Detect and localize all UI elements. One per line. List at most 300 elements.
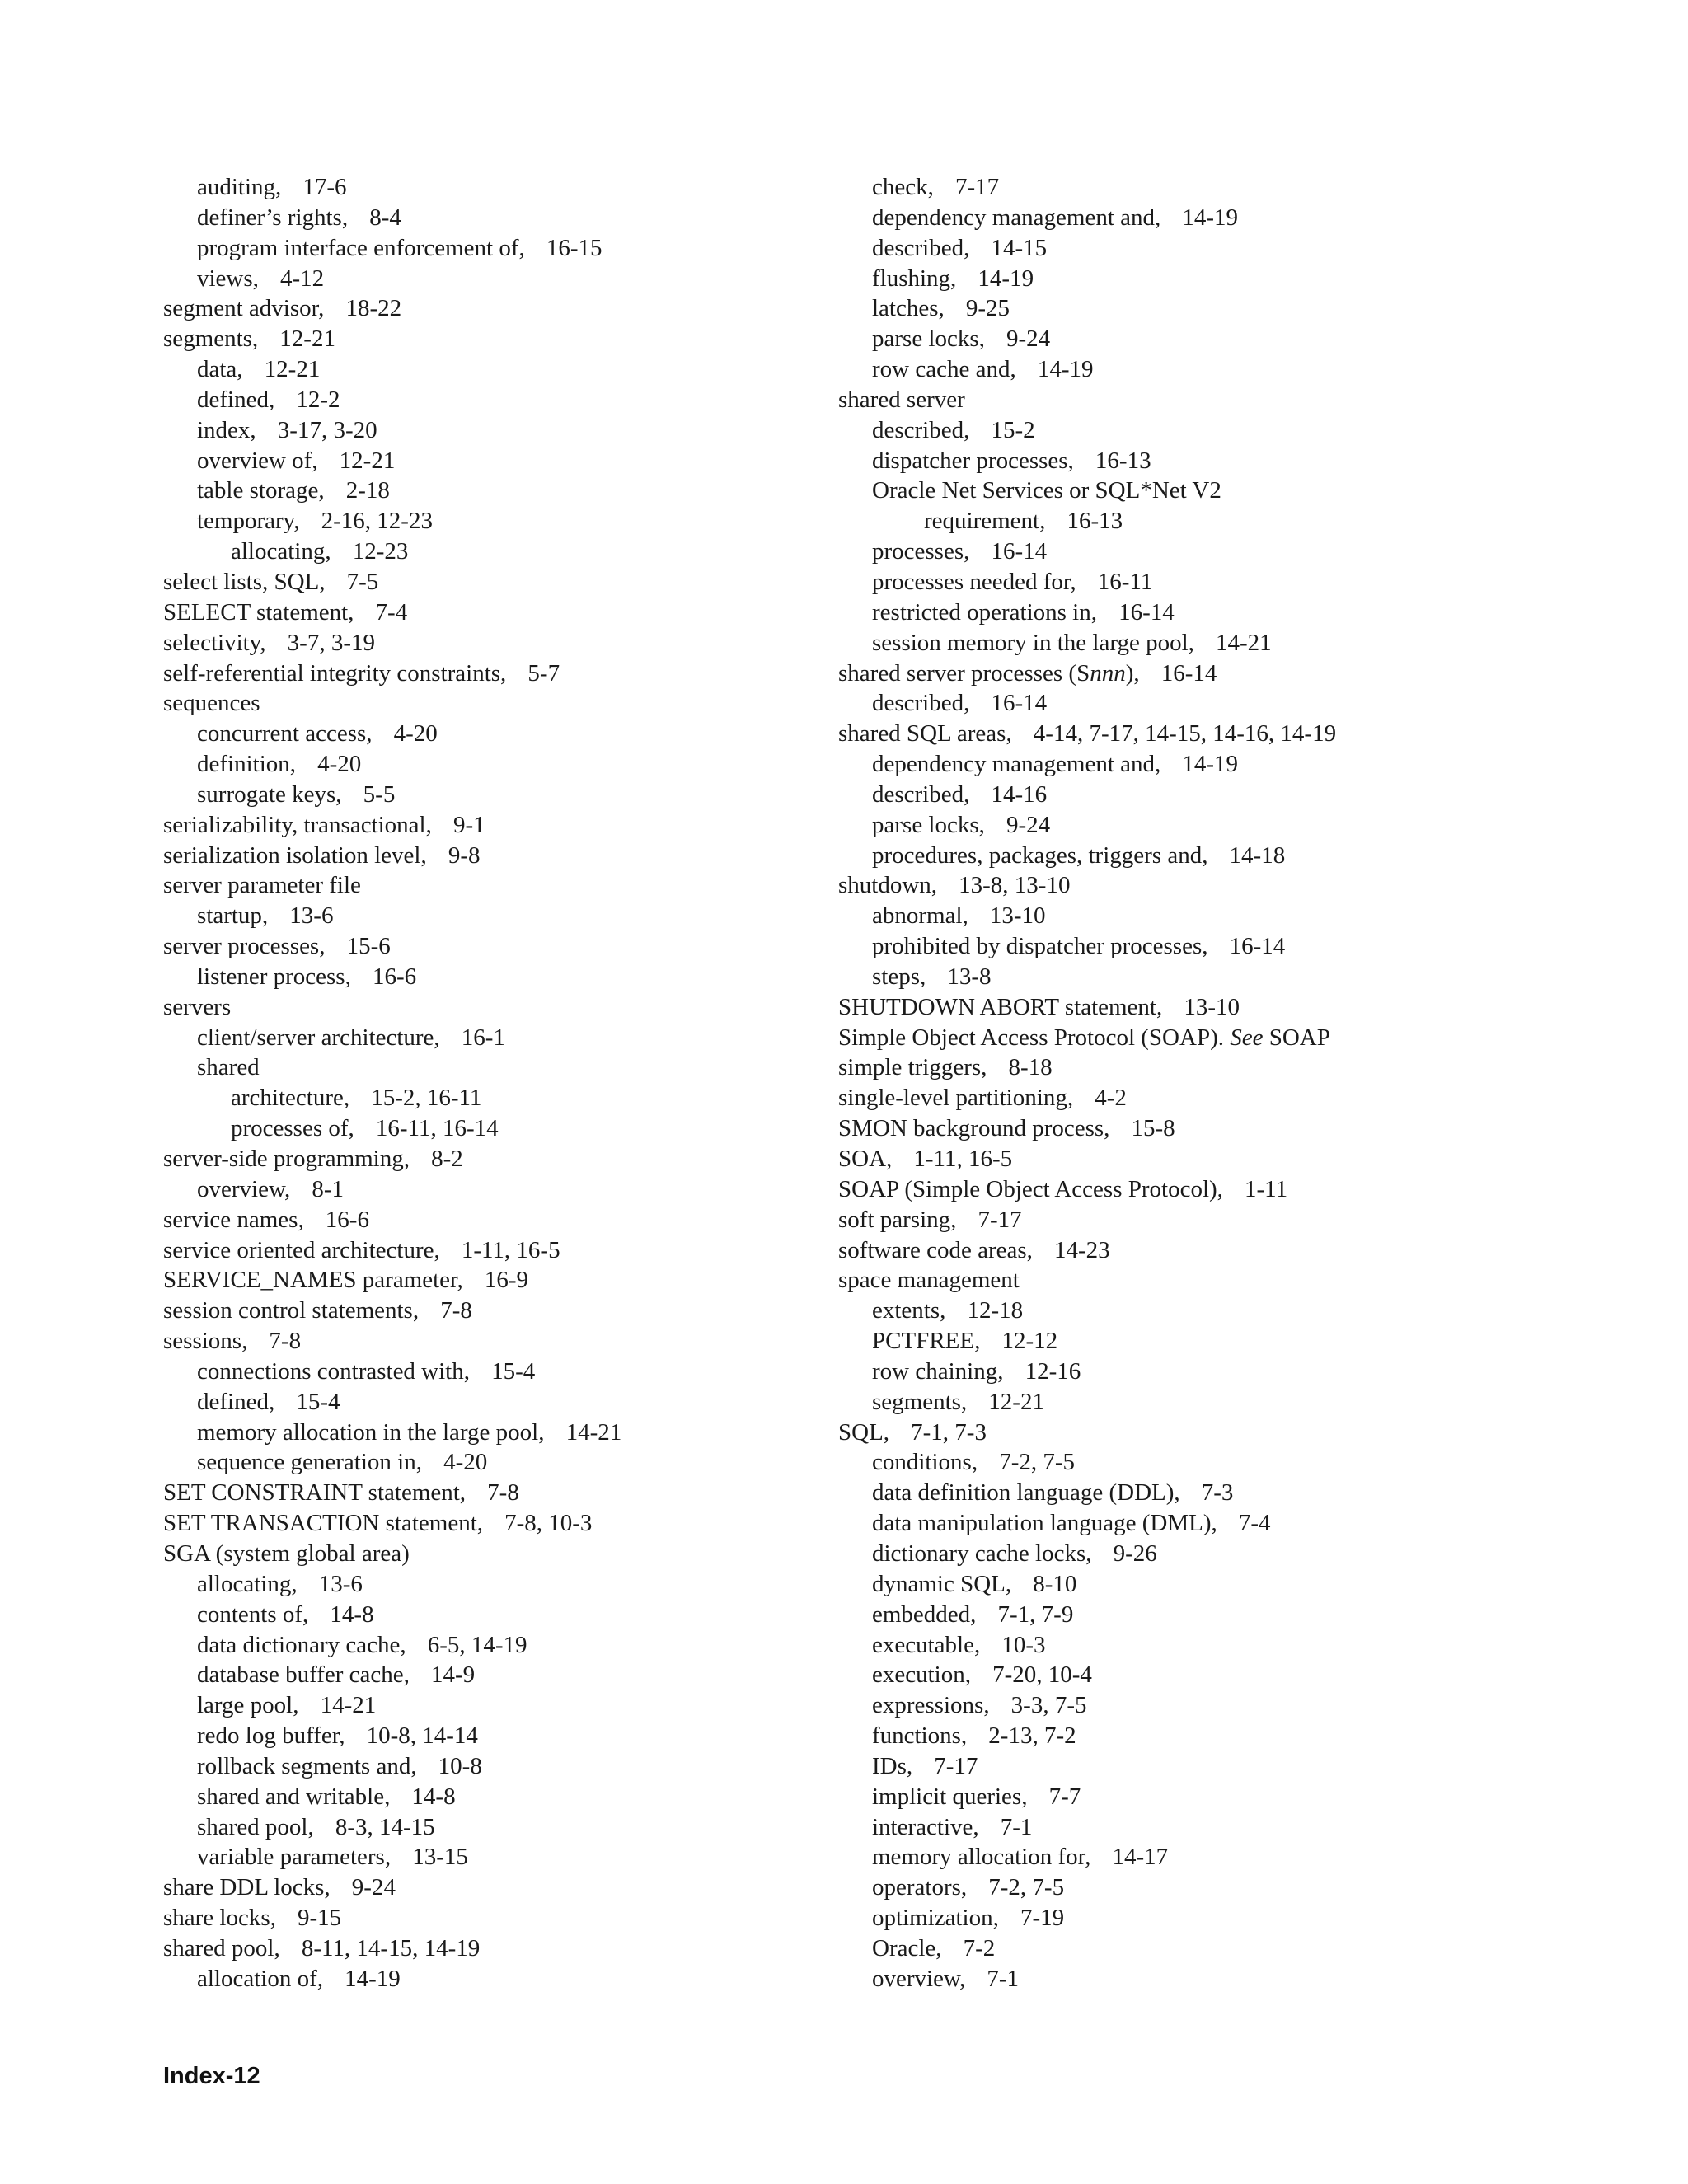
- index-entry: [838, 1933, 1514, 1964]
- index-term: soft parsing,: [838, 1206, 957, 1233]
- index-entry: [163, 598, 823, 628]
- index-page-refs: 16-14: [991, 538, 1048, 565]
- index-entry: [163, 1812, 823, 1843]
- index-entry: [838, 1113, 1514, 1144]
- index-term: serializability, transactional,: [163, 811, 432, 838]
- index-page-refs: 4-20: [317, 751, 362, 778]
- index-entry: [838, 537, 1514, 567]
- index-term: SERVICE_NAMES parameter,: [163, 1267, 463, 1294]
- index-term: described,: [872, 416, 970, 443]
- index-page-refs: 7-7: [1048, 1783, 1081, 1810]
- index-entry: [163, 1357, 823, 1387]
- index-page-refs: 15-6: [346, 933, 391, 960]
- index-page-refs: 9-15: [298, 1905, 342, 1932]
- index-page-refs: 4-14, 7-17, 14-15, 14-16, 14-19: [1033, 720, 1337, 748]
- index-term: sequence generation in,: [197, 1449, 422, 1476]
- index-entry: [838, 1721, 1514, 1751]
- index-page-refs: 4-20: [443, 1449, 488, 1476]
- index-page-refs: 10-3: [1001, 1631, 1046, 1658]
- index-page-refs: 3-17, 3-20: [277, 416, 377, 443]
- index-term: shared server processes (Snnn),: [838, 659, 1140, 687]
- index-page-refs: 16-6: [372, 963, 417, 990]
- index-entry: [838, 264, 1514, 294]
- index-entry: [163, 1933, 823, 1964]
- index-term: data dictionary cache,: [197, 1631, 406, 1658]
- index-term: simple triggers,: [838, 1054, 987, 1081]
- index-page-refs: 13-6: [318, 1570, 363, 1597]
- index-term: service names,: [163, 1206, 304, 1233]
- index-page-refs: 9-26: [1113, 1540, 1157, 1567]
- index-page-refs: 16-11, 16-14: [375, 1115, 499, 1142]
- index-entry: [838, 446, 1514, 476]
- index-entry: [163, 385, 823, 415]
- index-term: SET TRANSACTION statement,: [163, 1510, 484, 1537]
- index-term: auditing,: [197, 174, 282, 200]
- index-page-refs: 13-10: [1184, 993, 1240, 1020]
- index-term: overview of,: [197, 447, 318, 474]
- index-entry: [163, 1326, 823, 1357]
- index-entry: [163, 293, 823, 324]
- index-entry: [163, 1174, 823, 1205]
- index-entry: [838, 1083, 1514, 1113]
- index-term: Simple Object Access Protocol (SOAP). See SOAP: [838, 1024, 1330, 1051]
- index-page-refs: 9-24: [1006, 811, 1051, 838]
- index-entry: [163, 1539, 823, 1569]
- index-entry: [838, 1387, 1514, 1418]
- index-page-refs: 3-7, 3-19: [287, 629, 375, 656]
- index-page-refs: 13-6: [289, 902, 334, 930]
- index-page-refs: 12-2: [296, 386, 340, 413]
- index-term: allocating,: [197, 1570, 298, 1597]
- index-term: dependency management and,: [872, 751, 1161, 778]
- index-term: dispatcher processes,: [872, 447, 1074, 474]
- index-page-refs: 8-4: [369, 204, 401, 231]
- index-entry: [163, 1508, 823, 1539]
- index-entry: [163, 1023, 823, 1053]
- index-term: Oracle,: [872, 1934, 942, 1961]
- index-page-refs: 5-5: [363, 780, 396, 808]
- index-page-refs: 15-4: [296, 1388, 340, 1415]
- index-term: definition,: [197, 751, 297, 778]
- index-page-refs: 14-18: [1229, 841, 1286, 869]
- index-entry: [163, 1660, 823, 1690]
- index-entry: [838, 1023, 1514, 1053]
- index-page-refs: 7-17: [934, 1752, 978, 1779]
- index-column-right: [838, 172, 1514, 1994]
- index-page-refs: 10-8, 14-14: [366, 1722, 478, 1750]
- index-entry: [838, 1265, 1514, 1296]
- index-page-refs: 8-2: [431, 1146, 463, 1172]
- index-term: segments,: [872, 1388, 968, 1415]
- index-entry: [838, 324, 1514, 354]
- index-entry: [163, 1782, 823, 1812]
- index-term: dictionary cache locks,: [872, 1540, 1092, 1567]
- index-page-refs: 16-14: [1229, 933, 1286, 960]
- index-page-refs: 4-12: [280, 265, 325, 292]
- index-page-refs: 12-21: [988, 1388, 1044, 1415]
- index-term: index,: [197, 416, 256, 443]
- index-entry: [163, 1569, 823, 1600]
- index-term: session memory in the large pool,: [872, 629, 1194, 656]
- index-term: SOAP (Simple Object Access Protocol),: [838, 1175, 1223, 1202]
- index-page-refs: 7-2: [963, 1934, 996, 1961]
- index-term: server processes,: [163, 933, 326, 960]
- index-page-refs: 12-16: [1025, 1357, 1081, 1385]
- index-entry: [163, 1751, 823, 1782]
- index-entry: [163, 1387, 823, 1418]
- index-term: service oriented architecture,: [163, 1236, 440, 1263]
- index-entry: [838, 1478, 1514, 1508]
- index-entry: [163, 354, 823, 385]
- index-term: serialization isolation level,: [163, 841, 427, 869]
- index-entry: [838, 1569, 1514, 1600]
- index-page-refs: 14-21: [565, 1418, 622, 1446]
- index-term: shutdown,: [838, 872, 938, 899]
- index-term: allocating,: [231, 538, 331, 565]
- index-term: shared and writable,: [197, 1783, 391, 1810]
- index-entry: [838, 385, 1514, 415]
- index-term: Oracle Net Services or SQL*Net V2: [872, 477, 1221, 504]
- index-entry: [838, 506, 1514, 537]
- index-term: program interface enforcement of,: [197, 234, 525, 261]
- index-page-refs: 7-1, 7-9: [997, 1601, 1074, 1628]
- index-entry: [838, 1660, 1514, 1690]
- index-page-refs: 8-10: [1033, 1570, 1077, 1597]
- index-page-refs: 2-13, 7-2: [988, 1722, 1076, 1750]
- index-term: servers: [163, 993, 232, 1020]
- index-page-refs: 4-20: [393, 720, 438, 748]
- index-entry: [163, 264, 823, 294]
- index-entry: [838, 1052, 1514, 1083]
- index-page-refs: 2-16, 12-23: [321, 508, 433, 535]
- index-term: server-side programming,: [163, 1146, 410, 1172]
- index-term: optimization,: [872, 1905, 999, 1932]
- index-term: SHUTDOWN ABORT statement,: [838, 993, 1163, 1020]
- index-term: large pool,: [197, 1692, 299, 1719]
- index-page-refs: 14-19: [1182, 204, 1239, 231]
- index-term: overview,: [872, 1965, 966, 1992]
- index-page-refs: 16-14: [991, 690, 1048, 717]
- index-entry: [163, 1052, 823, 1083]
- index-entry: [163, 203, 823, 233]
- index-page-refs: 7-8, 10-3: [504, 1510, 593, 1537]
- index-term: temporary,: [197, 508, 300, 535]
- index-entry: [163, 537, 823, 567]
- index-term: PCTFREE,: [872, 1328, 981, 1355]
- index-entry: [838, 1205, 1514, 1235]
- italic-variable: nnn: [1090, 659, 1126, 687]
- index-page-refs: 5-7: [528, 659, 560, 687]
- index-page-refs: 8-3, 14-15: [335, 1813, 435, 1840]
- index-entry: [838, 354, 1514, 385]
- index-page-refs: 14-21: [1216, 629, 1272, 656]
- index-page-refs: 2-18: [345, 477, 390, 504]
- page-footer-label: Index-12: [163, 2063, 260, 2089]
- index-entry: [838, 1630, 1514, 1661]
- see-reference: See: [1230, 1024, 1264, 1051]
- index-entry: [838, 992, 1514, 1023]
- index-entry: [838, 780, 1514, 810]
- index-entry: [838, 1812, 1514, 1843]
- index-entry: [838, 415, 1514, 446]
- index-term: allocation of,: [197, 1965, 324, 1992]
- index-page-refs: 14-8: [330, 1601, 374, 1628]
- index-entry: [163, 476, 823, 506]
- index-entry: [163, 931, 823, 962]
- index-term: definer’s rights,: [197, 204, 349, 231]
- index-entry: [838, 658, 1514, 689]
- index-page-refs: 15-4: [491, 1357, 536, 1385]
- index-entry: [163, 172, 823, 203]
- index-entry: [163, 810, 823, 841]
- index-entry: [838, 870, 1514, 901]
- index-entry: [838, 233, 1514, 264]
- index-page-refs: 9-1: [452, 811, 485, 838]
- index-entry: [163, 1872, 823, 1903]
- index-page-refs: 7-20, 10-4: [992, 1661, 1092, 1689]
- index-page-refs: 7-1: [1000, 1813, 1033, 1840]
- index-entry: [838, 1418, 1514, 1448]
- index-page-refs: 4-2: [1095, 1085, 1127, 1112]
- index-term: table storage,: [197, 477, 325, 504]
- index-page-refs: 1-11, 16-5: [461, 1236, 560, 1263]
- index-entry: [163, 1842, 823, 1872]
- index-page-refs: 14-16: [991, 780, 1048, 808]
- index-entry: [838, 1174, 1514, 1205]
- index-entry: [838, 1539, 1514, 1569]
- index-term: server parameter file: [163, 872, 361, 899]
- index-page-refs: 9-8: [448, 841, 481, 869]
- index-term: functions,: [872, 1722, 968, 1750]
- index-term: row cache and,: [872, 356, 1016, 383]
- index-term: memory allocation for,: [872, 1844, 1091, 1871]
- index-entry: [163, 567, 823, 598]
- index-page-refs: 16-13: [1095, 447, 1151, 474]
- index-page-refs: 13-8, 13-10: [959, 872, 1071, 899]
- index-page-refs: 16-9: [484, 1267, 529, 1294]
- index-page-refs: 9-25: [965, 295, 1010, 322]
- index-page-refs: 1-11: [1245, 1175, 1288, 1202]
- index-entry: [163, 628, 823, 658]
- index-page-refs: 3-3, 7-5: [1010, 1692, 1087, 1719]
- index-entry: [163, 841, 823, 871]
- index-term: session control statements,: [163, 1297, 420, 1324]
- index-entry: [838, 1903, 1514, 1933]
- index-page-refs: 15-8: [1131, 1115, 1175, 1142]
- index-entry: [163, 1630, 823, 1661]
- index-page-refs: 7-8: [440, 1297, 472, 1324]
- index-entry: [838, 203, 1514, 233]
- index-page-refs: 7-4: [375, 598, 408, 626]
- index-term: selectivity,: [163, 629, 266, 656]
- index-entry: [838, 1296, 1514, 1326]
- index-term: procedures, packages, triggers and,: [872, 841, 1208, 869]
- index-page-refs: 7-8: [269, 1328, 302, 1355]
- index-term: defined,: [197, 386, 275, 413]
- index-entry: [838, 567, 1514, 598]
- index-term: views,: [197, 265, 259, 292]
- index-term: shared server: [838, 386, 965, 413]
- index-entry: [163, 1418, 823, 1448]
- index-page-refs: 16-1: [461, 1024, 505, 1051]
- index-page-refs: 7-5: [346, 568, 379, 595]
- index-page-refs: 1-11, 16-5: [913, 1146, 1013, 1172]
- index-term: shared pool,: [163, 1934, 280, 1961]
- index-entry: [163, 658, 823, 689]
- index-term: SQL,: [838, 1418, 890, 1446]
- index-term: dependency management and,: [872, 204, 1161, 231]
- index-entry: [163, 1447, 823, 1478]
- index-term: sequences: [163, 690, 260, 717]
- index-page-refs: 9-24: [351, 1874, 396, 1901]
- index-entry: [163, 992, 823, 1023]
- index-page-refs: 14-8: [411, 1783, 456, 1810]
- index-entry: [838, 476, 1514, 506]
- index-page-refs: 16-14: [1160, 659, 1217, 687]
- index-term: latches,: [872, 295, 945, 322]
- index-column-left: [163, 172, 823, 1994]
- index-term: sessions,: [163, 1328, 248, 1355]
- index-page-refs: 16-6: [325, 1206, 369, 1233]
- index-entry: [163, 1296, 823, 1326]
- index-page-refs: 12-12: [1001, 1328, 1058, 1355]
- index-page-refs: 13-10: [989, 902, 1046, 930]
- index-term: abnormal,: [872, 902, 968, 930]
- index-page-refs: 12-21: [339, 447, 396, 474]
- index-term: execution,: [872, 1661, 971, 1689]
- index-entry: [163, 688, 823, 719]
- index-term: shared pool,: [197, 1813, 314, 1840]
- index-entry: [838, 293, 1514, 324]
- index-entry: [163, 719, 823, 749]
- index-term: flushing,: [872, 265, 957, 292]
- index-term: data definition language (DDL),: [872, 1479, 1180, 1507]
- index-term: processes of,: [231, 1115, 354, 1142]
- index-page-refs: 7-2, 7-5: [999, 1449, 1076, 1476]
- index-entry: [838, 719, 1514, 749]
- index-entry: [163, 1600, 823, 1630]
- index-term: connections contrasted with,: [197, 1357, 470, 1385]
- index-term: parse locks,: [872, 326, 985, 353]
- index-term: self-referential integrity constraints,: [163, 659, 507, 687]
- index-entry: [163, 901, 823, 931]
- index-entry: [163, 1478, 823, 1508]
- index-entry: [163, 780, 823, 810]
- index-entry: [838, 1751, 1514, 1782]
- index-page-refs: 7-19: [1020, 1905, 1065, 1932]
- index-term: row chaining,: [872, 1357, 1004, 1385]
- index-term: segments,: [163, 326, 259, 353]
- index-entry: [163, 415, 823, 446]
- index-entry: [163, 1235, 823, 1266]
- index-page-refs: 8-1: [312, 1175, 345, 1202]
- index-page-refs: 18-22: [345, 295, 402, 322]
- index-term: contents of,: [197, 1601, 309, 1628]
- index-page-refs: 8-11, 14-15, 14-19: [301, 1934, 481, 1961]
- index-term: IDs,: [872, 1752, 913, 1779]
- index-term: segment advisor,: [163, 295, 325, 322]
- index-entry: [838, 598, 1514, 628]
- index-entry: [163, 1721, 823, 1751]
- index-term: conditions,: [872, 1449, 978, 1476]
- index-page-refs: 7-8: [487, 1479, 519, 1507]
- index-entry: [838, 1235, 1514, 1266]
- index-term: operators,: [872, 1874, 968, 1901]
- index-entry: [838, 1690, 1514, 1721]
- index-page-refs: 14-17: [1112, 1844, 1169, 1871]
- index-page-refs: 8-18: [1008, 1054, 1053, 1081]
- index-term: redo log buffer,: [197, 1722, 345, 1750]
- index-term: overview,: [197, 1175, 291, 1202]
- index-term: extents,: [872, 1297, 946, 1324]
- index-entry: [838, 1447, 1514, 1478]
- index-term: shared SQL areas,: [838, 720, 1012, 748]
- index-term: implicit queries,: [872, 1783, 1028, 1810]
- index-entry: [838, 1964, 1514, 1994]
- index-term: SGA (system global area): [163, 1540, 410, 1567]
- index-entry: [163, 1083, 823, 1113]
- index-entry: [838, 841, 1514, 871]
- index-term: embedded,: [872, 1601, 977, 1628]
- index-page-refs: 14-15: [991, 234, 1048, 261]
- index-entry: [838, 962, 1514, 992]
- index-term: shared: [197, 1054, 260, 1081]
- index-entry: [163, 506, 823, 537]
- index-term: processes needed for,: [872, 568, 1076, 595]
- index-entry: [838, 688, 1514, 719]
- index-entry: [163, 446, 823, 476]
- index-page-refs: 16-14: [1118, 598, 1175, 626]
- index-page-refs: 16-11: [1097, 568, 1153, 595]
- index-term: select lists, SQL,: [163, 568, 326, 595]
- index-term: startup,: [197, 902, 269, 930]
- index-term: share locks,: [163, 1905, 276, 1932]
- index-entry: [838, 1600, 1514, 1630]
- index-term: SMON background process,: [838, 1115, 1110, 1142]
- index-page-refs: 14-19: [1037, 356, 1094, 383]
- index-page-refs: 7-1, 7-3: [911, 1418, 987, 1446]
- index-term: prohibited by dispatcher processes,: [872, 933, 1208, 960]
- index-term: listener process,: [197, 963, 351, 990]
- index-page-refs: 14-9: [430, 1661, 476, 1689]
- index-term: expressions,: [872, 1692, 990, 1719]
- index-term: share DDL locks,: [163, 1874, 331, 1901]
- index-page-refs: 7-2, 7-5: [988, 1874, 1065, 1901]
- index-entry: [838, 901, 1514, 931]
- index-entry: [163, 1690, 823, 1721]
- index-entry: [838, 1357, 1514, 1387]
- index-term: SET CONSTRAINT statement,: [163, 1479, 467, 1507]
- index-page-refs: 12-21: [264, 356, 321, 383]
- index-page-refs: 15-2, 16-11: [371, 1085, 482, 1112]
- index-page-refs: 14-23: [1054, 1236, 1110, 1263]
- index-term: described,: [872, 234, 970, 261]
- index-entry: [838, 1872, 1514, 1903]
- index-term: defined,: [197, 1388, 275, 1415]
- index-entry: [838, 810, 1514, 841]
- index-entry: [163, 749, 823, 780]
- index-page-refs: 12-18: [967, 1297, 1024, 1324]
- index-entry: [838, 749, 1514, 780]
- index-term: interactive,: [872, 1813, 979, 1840]
- index-term: data,: [197, 356, 243, 383]
- index-entry: [163, 1144, 823, 1174]
- index-page-refs: 7-1: [987, 1965, 1020, 1992]
- index-entry: [163, 324, 823, 354]
- index-page-refs: 14-21: [320, 1692, 377, 1719]
- index-term: described,: [872, 690, 970, 717]
- index-page-refs: 7-3: [1201, 1479, 1234, 1507]
